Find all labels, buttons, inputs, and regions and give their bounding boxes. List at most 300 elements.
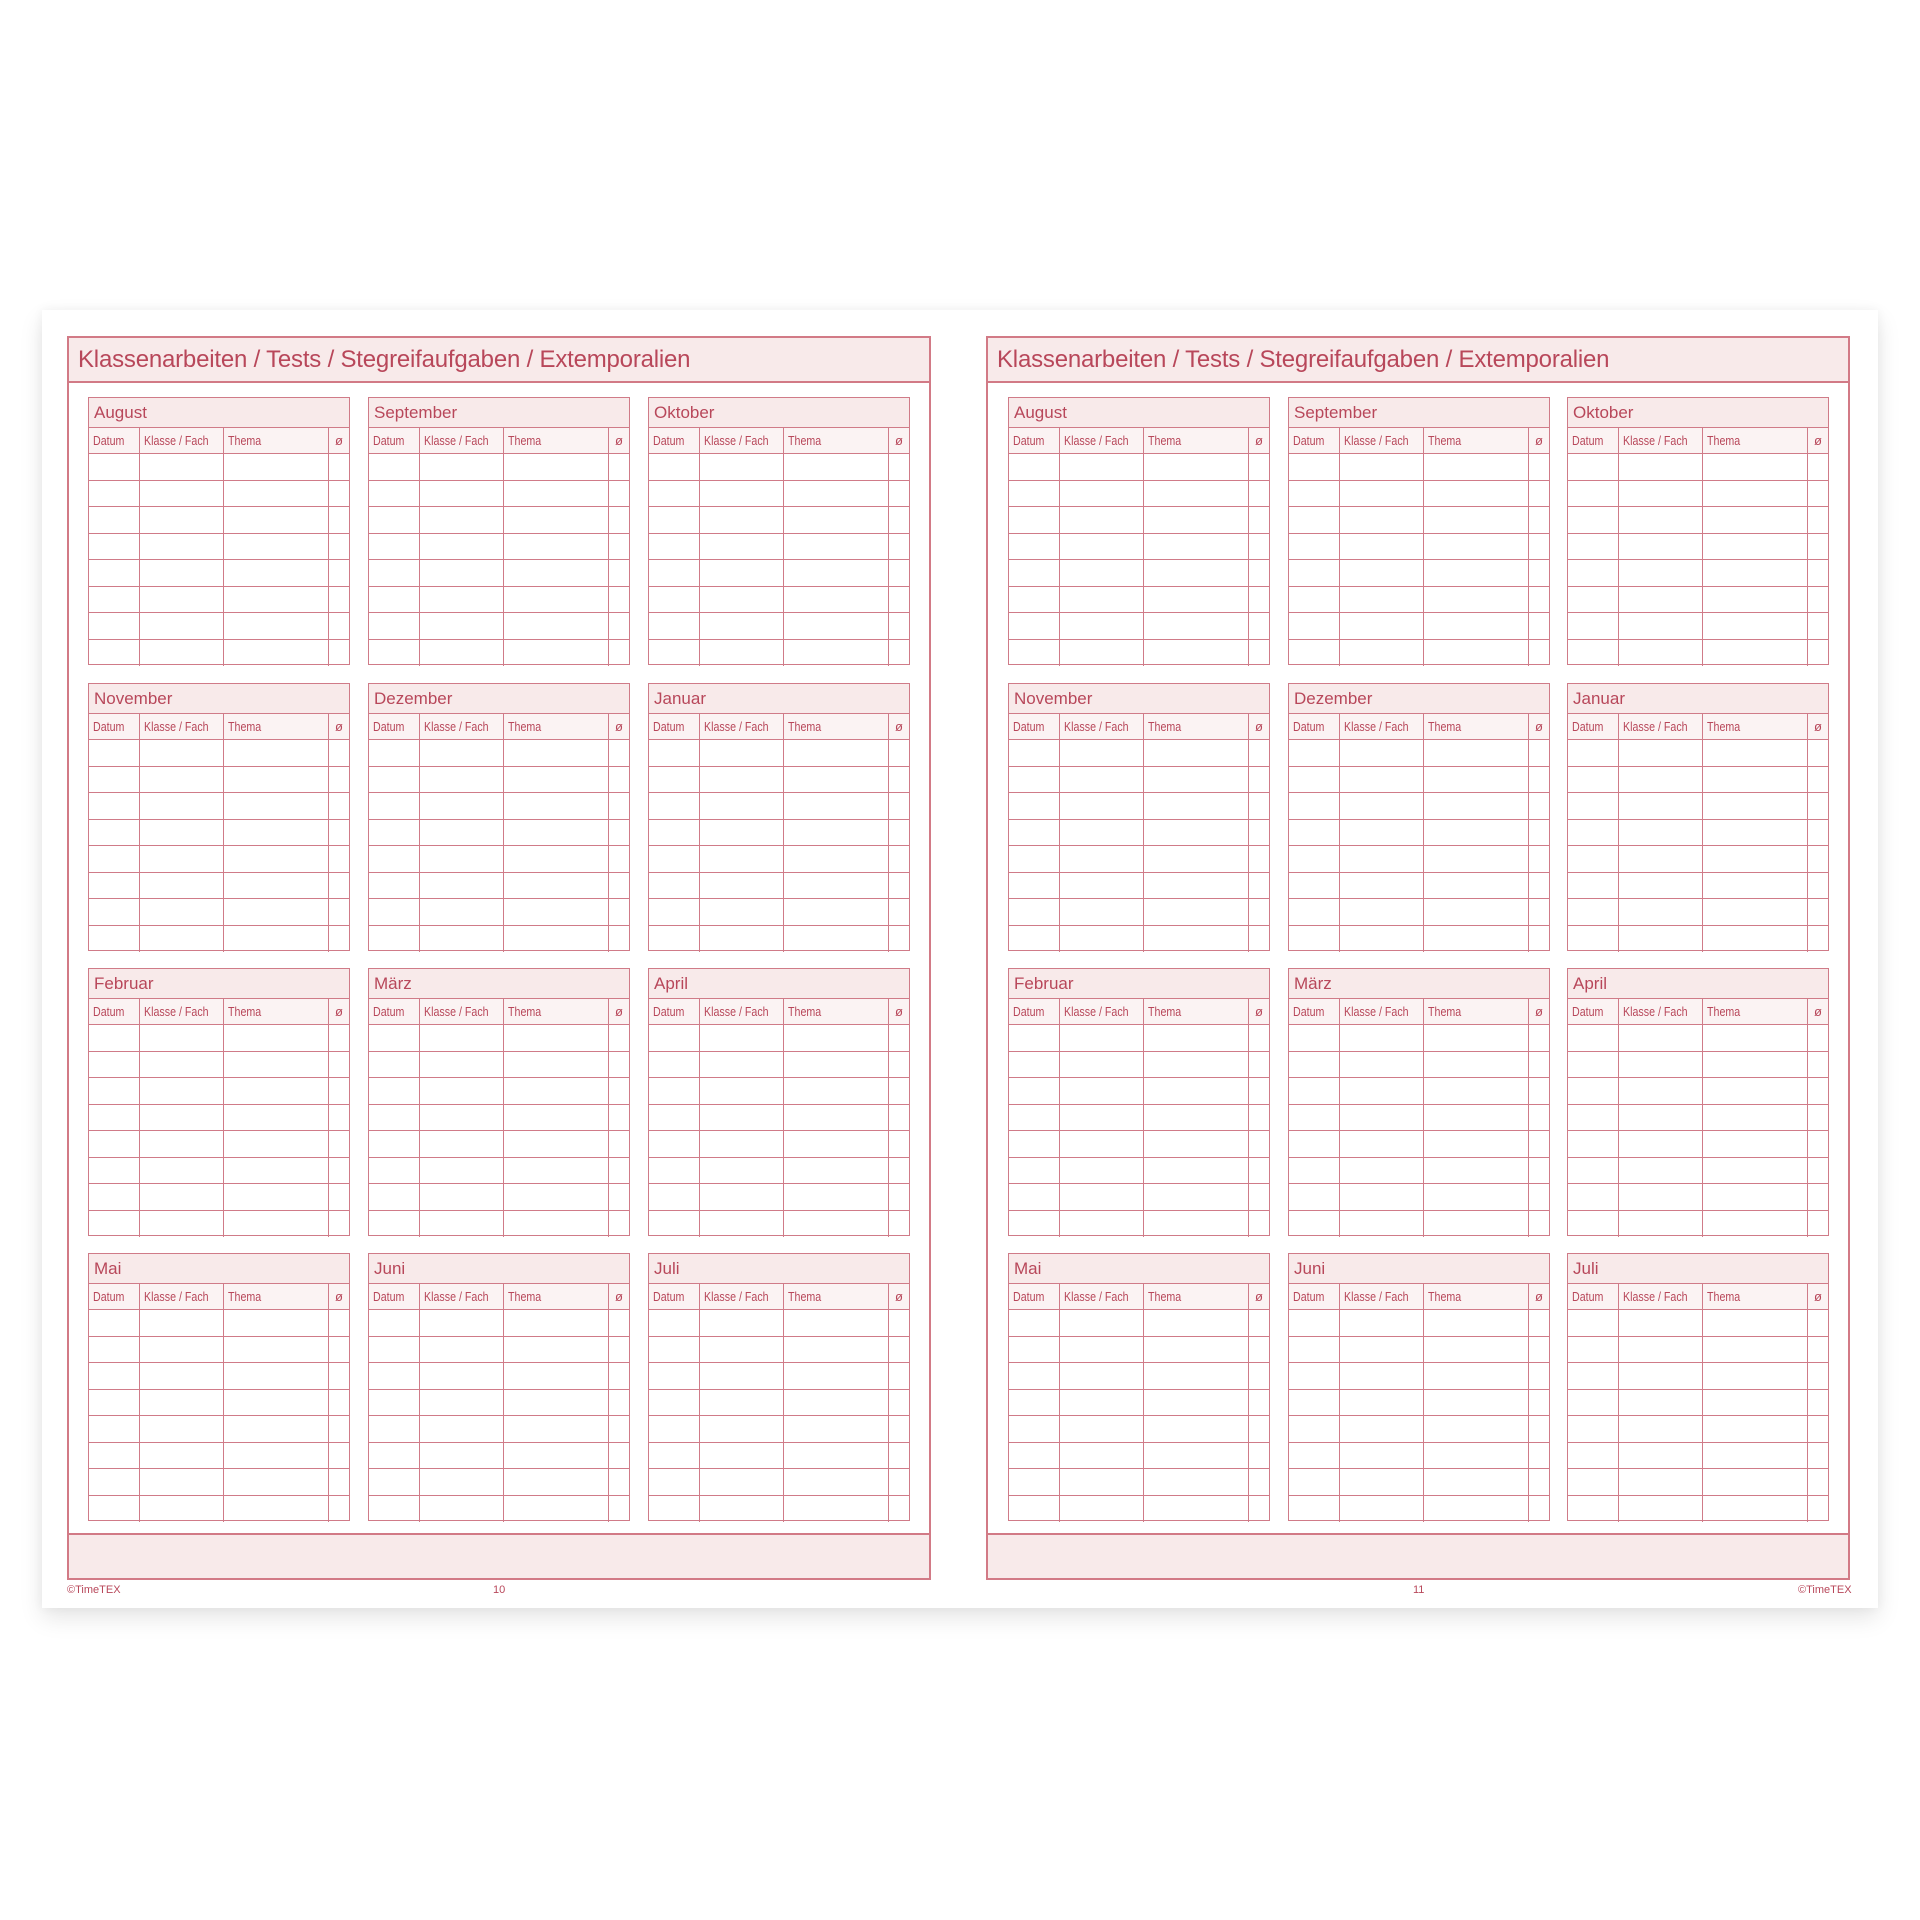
entry-cell[interactable]: [224, 740, 329, 767]
entry-cell[interactable]: [224, 899, 329, 926]
entry-cell[interactable]: [1619, 740, 1703, 767]
entry-cell[interactable]: [1289, 613, 1340, 640]
entry-cell[interactable]: [700, 1158, 784, 1185]
entry-cell[interactable]: [1529, 1158, 1549, 1185]
entry-cell[interactable]: [649, 1025, 700, 1052]
entry-cell[interactable]: [1340, 1416, 1424, 1443]
entry-cell[interactable]: [1060, 926, 1144, 953]
entry-cell[interactable]: [1619, 560, 1703, 587]
entry-cell[interactable]: [224, 820, 329, 847]
entry-cell[interactable]: [784, 1131, 889, 1158]
entry-cell[interactable]: [89, 1052, 140, 1079]
entry-cell[interactable]: [1703, 1363, 1808, 1390]
entry-cell[interactable]: [649, 767, 700, 794]
entry-cell[interactable]: [649, 1078, 700, 1105]
entry-cell[interactable]: [1249, 846, 1269, 873]
entry-cell[interactable]: [1424, 1310, 1529, 1337]
entry-cell[interactable]: [889, 640, 909, 667]
entry-cell[interactable]: [1289, 820, 1340, 847]
entry-cell[interactable]: [504, 1469, 609, 1496]
entry-cell[interactable]: [609, 1310, 629, 1337]
entry-cell[interactable]: [609, 1211, 629, 1238]
entry-cell[interactable]: [504, 1052, 609, 1079]
entry-cell[interactable]: [1060, 1496, 1144, 1523]
entry-cell[interactable]: [1619, 1211, 1703, 1238]
entry-cell[interactable]: [784, 1416, 889, 1443]
entry-cell[interactable]: [420, 767, 504, 794]
entry-cell[interactable]: [889, 454, 909, 481]
entry-cell[interactable]: [609, 767, 629, 794]
entry-cell[interactable]: [1060, 1310, 1144, 1337]
entry-cell[interactable]: [140, 1184, 224, 1211]
entry-cell[interactable]: [1249, 1310, 1269, 1337]
entry-cell[interactable]: [1060, 1337, 1144, 1364]
entry-cell[interactable]: [1249, 793, 1269, 820]
entry-cell[interactable]: [1808, 767, 1828, 794]
entry-cell[interactable]: [1568, 1184, 1619, 1211]
entry-cell[interactable]: [1144, 820, 1249, 847]
entry-cell[interactable]: [140, 1337, 224, 1364]
entry-cell[interactable]: [1529, 1211, 1549, 1238]
entry-cell[interactable]: [1424, 587, 1529, 614]
entry-cell[interactable]: [609, 560, 629, 587]
entry-cell[interactable]: [1249, 1390, 1269, 1417]
entry-cell[interactable]: [1424, 846, 1529, 873]
entry-cell[interactable]: [1340, 560, 1424, 587]
entry-cell[interactable]: [700, 534, 784, 561]
entry-cell[interactable]: [609, 926, 629, 953]
entry-cell[interactable]: [369, 507, 420, 534]
entry-cell[interactable]: [1009, 1496, 1060, 1523]
entry-cell[interactable]: [420, 1363, 504, 1390]
entry-cell[interactable]: [1340, 1310, 1424, 1337]
entry-cell[interactable]: [649, 560, 700, 587]
entry-cell[interactable]: [784, 1469, 889, 1496]
entry-cell[interactable]: [1144, 1052, 1249, 1079]
entry-cell[interactable]: [1060, 1390, 1144, 1417]
entry-cell[interactable]: [1009, 560, 1060, 587]
entry-cell[interactable]: [1340, 1158, 1424, 1185]
entry-cell[interactable]: [1424, 873, 1529, 900]
entry-cell[interactable]: [224, 767, 329, 794]
entry-cell[interactable]: [1289, 1158, 1340, 1185]
entry-cell[interactable]: [1568, 560, 1619, 587]
entry-cell[interactable]: [1340, 587, 1424, 614]
entry-cell[interactable]: [1144, 1496, 1249, 1523]
entry-cell[interactable]: [1144, 1363, 1249, 1390]
entry-cell[interactable]: [1808, 1496, 1828, 1523]
entry-cell[interactable]: [1703, 820, 1808, 847]
entry-cell[interactable]: [329, 1443, 349, 1470]
entry-cell[interactable]: [224, 1025, 329, 1052]
entry-cell[interactable]: [1249, 767, 1269, 794]
entry-cell[interactable]: [1808, 534, 1828, 561]
entry-cell[interactable]: [1060, 560, 1144, 587]
entry-cell[interactable]: [329, 1158, 349, 1185]
entry-cell[interactable]: [1249, 926, 1269, 953]
entry-cell[interactable]: [889, 740, 909, 767]
entry-cell[interactable]: [700, 1131, 784, 1158]
entry-cell[interactable]: [700, 740, 784, 767]
entry-cell[interactable]: [1808, 454, 1828, 481]
entry-cell[interactable]: [1703, 454, 1808, 481]
entry-cell[interactable]: [1568, 1025, 1619, 1052]
entry-cell[interactable]: [1529, 613, 1549, 640]
entry-cell[interactable]: [784, 1443, 889, 1470]
entry-cell[interactable]: [1808, 1158, 1828, 1185]
entry-cell[interactable]: [420, 534, 504, 561]
entry-cell[interactable]: [224, 1337, 329, 1364]
entry-cell[interactable]: [1249, 481, 1269, 508]
entry-cell[interactable]: [889, 1158, 909, 1185]
entry-cell[interactable]: [609, 899, 629, 926]
entry-cell[interactable]: [1703, 899, 1808, 926]
entry-cell[interactable]: [504, 1496, 609, 1523]
entry-cell[interactable]: [1703, 613, 1808, 640]
entry-cell[interactable]: [1144, 560, 1249, 587]
entry-cell[interactable]: [369, 1052, 420, 1079]
entry-cell[interactable]: [369, 1105, 420, 1132]
entry-cell[interactable]: [89, 1363, 140, 1390]
entry-cell[interactable]: [1249, 1496, 1269, 1523]
entry-cell[interactable]: [1340, 873, 1424, 900]
entry-cell[interactable]: [1009, 1337, 1060, 1364]
entry-cell[interactable]: [1619, 1337, 1703, 1364]
entry-cell[interactable]: [1424, 899, 1529, 926]
entry-cell[interactable]: [1529, 507, 1549, 534]
entry-cell[interactable]: [1009, 1105, 1060, 1132]
entry-cell[interactable]: [889, 873, 909, 900]
entry-cell[interactable]: [420, 560, 504, 587]
entry-cell[interactable]: [504, 1363, 609, 1390]
entry-cell[interactable]: [1144, 899, 1249, 926]
entry-cell[interactable]: [420, 1310, 504, 1337]
entry-cell[interactable]: [140, 846, 224, 873]
entry-cell[interactable]: [224, 481, 329, 508]
entry-cell[interactable]: [649, 1310, 700, 1337]
entry-cell[interactable]: [649, 1363, 700, 1390]
entry-cell[interactable]: [1340, 1496, 1424, 1523]
entry-cell[interactable]: [649, 873, 700, 900]
entry-cell[interactable]: [1619, 1443, 1703, 1470]
entry-cell[interactable]: [329, 1496, 349, 1523]
entry-cell[interactable]: [1568, 640, 1619, 667]
entry-cell[interactable]: [1619, 1131, 1703, 1158]
entry-cell[interactable]: [609, 1131, 629, 1158]
entry-cell[interactable]: [1568, 1469, 1619, 1496]
entry-cell[interactable]: [140, 1390, 224, 1417]
entry-cell[interactable]: [609, 587, 629, 614]
entry-cell[interactable]: [649, 481, 700, 508]
entry-cell[interactable]: [784, 820, 889, 847]
entry-cell[interactable]: [1144, 1416, 1249, 1443]
entry-cell[interactable]: [1703, 587, 1808, 614]
entry-cell[interactable]: [1808, 1078, 1828, 1105]
entry-cell[interactable]: [140, 1443, 224, 1470]
entry-cell[interactable]: [1009, 1052, 1060, 1079]
entry-cell[interactable]: [1340, 767, 1424, 794]
entry-cell[interactable]: [1144, 1158, 1249, 1185]
entry-cell[interactable]: [1619, 1184, 1703, 1211]
entry-cell[interactable]: [1060, 820, 1144, 847]
entry-cell[interactable]: [1060, 1025, 1144, 1052]
entry-cell[interactable]: [224, 534, 329, 561]
entry-cell[interactable]: [1808, 846, 1828, 873]
entry-cell[interactable]: [1144, 507, 1249, 534]
entry-cell[interactable]: [89, 793, 140, 820]
entry-cell[interactable]: [1289, 1390, 1340, 1417]
entry-cell[interactable]: [1009, 1469, 1060, 1496]
entry-cell[interactable]: [649, 793, 700, 820]
entry-cell[interactable]: [1568, 873, 1619, 900]
entry-cell[interactable]: [1808, 613, 1828, 640]
entry-cell[interactable]: [1703, 1025, 1808, 1052]
entry-cell[interactable]: [1009, 1025, 1060, 1052]
entry-cell[interactable]: [504, 1390, 609, 1417]
entry-cell[interactable]: [1060, 1158, 1144, 1185]
entry-cell[interactable]: [329, 740, 349, 767]
entry-cell[interactable]: [1009, 1211, 1060, 1238]
entry-cell[interactable]: [1144, 1131, 1249, 1158]
entry-cell[interactable]: [89, 926, 140, 953]
entry-cell[interactable]: [1009, 1443, 1060, 1470]
entry-cell[interactable]: [140, 767, 224, 794]
entry-cell[interactable]: [1289, 1211, 1340, 1238]
entry-cell[interactable]: [140, 1078, 224, 1105]
entry-cell[interactable]: [369, 767, 420, 794]
entry-cell[interactable]: [224, 1184, 329, 1211]
entry-cell[interactable]: [1144, 1211, 1249, 1238]
entry-cell[interactable]: [1144, 793, 1249, 820]
entry-cell[interactable]: [700, 1416, 784, 1443]
entry-cell[interactable]: [420, 587, 504, 614]
entry-cell[interactable]: [889, 1078, 909, 1105]
entry-cell[interactable]: [1529, 1496, 1549, 1523]
entry-cell[interactable]: [1289, 1496, 1340, 1523]
entry-cell[interactable]: [1619, 873, 1703, 900]
entry-cell[interactable]: [1619, 1078, 1703, 1105]
entry-cell[interactable]: [329, 926, 349, 953]
entry-cell[interactable]: [1340, 926, 1424, 953]
entry-cell[interactable]: [1340, 1025, 1424, 1052]
notes-band[interactable]: [69, 1533, 929, 1578]
entry-cell[interactable]: [1529, 560, 1549, 587]
entry-cell[interactable]: [1009, 740, 1060, 767]
entry-cell[interactable]: [889, 1131, 909, 1158]
entry-cell[interactable]: [1289, 1416, 1340, 1443]
entry-cell[interactable]: [1060, 1363, 1144, 1390]
entry-cell[interactable]: [1424, 1025, 1529, 1052]
entry-cell[interactable]: [140, 640, 224, 667]
entry-cell[interactable]: [1703, 1184, 1808, 1211]
entry-cell[interactable]: [420, 1416, 504, 1443]
entry-cell[interactable]: [649, 740, 700, 767]
entry-cell[interactable]: [1424, 1052, 1529, 1079]
entry-cell[interactable]: [420, 820, 504, 847]
entry-cell[interactable]: [1009, 793, 1060, 820]
entry-cell[interactable]: [1808, 1469, 1828, 1496]
entry-cell[interactable]: [224, 454, 329, 481]
entry-cell[interactable]: [1808, 507, 1828, 534]
entry-cell[interactable]: [889, 1105, 909, 1132]
entry-cell[interactable]: [1424, 1496, 1529, 1523]
entry-cell[interactable]: [89, 740, 140, 767]
entry-cell[interactable]: [1249, 1025, 1269, 1052]
entry-cell[interactable]: [1060, 613, 1144, 640]
entry-cell[interactable]: [1340, 1131, 1424, 1158]
entry-cell[interactable]: [140, 613, 224, 640]
entry-cell[interactable]: [1289, 454, 1340, 481]
entry-cell[interactable]: [1808, 926, 1828, 953]
entry-cell[interactable]: [1249, 1131, 1269, 1158]
entry-cell[interactable]: [369, 1310, 420, 1337]
entry-cell[interactable]: [89, 481, 140, 508]
entry-cell[interactable]: [1340, 740, 1424, 767]
entry-cell[interactable]: [609, 1184, 629, 1211]
entry-cell[interactable]: [1060, 767, 1144, 794]
entry-cell[interactable]: [329, 640, 349, 667]
entry-cell[interactable]: [329, 1052, 349, 1079]
entry-cell[interactable]: [700, 481, 784, 508]
entry-cell[interactable]: [1703, 793, 1808, 820]
entry-cell[interactable]: [89, 846, 140, 873]
entry-cell[interactable]: [649, 846, 700, 873]
entry-cell[interactable]: [224, 1496, 329, 1523]
entry-cell[interactable]: [609, 1469, 629, 1496]
entry-cell[interactable]: [1009, 1390, 1060, 1417]
entry-cell[interactable]: [140, 560, 224, 587]
entry-cell[interactable]: [609, 1416, 629, 1443]
entry-cell[interactable]: [140, 534, 224, 561]
entry-cell[interactable]: [889, 1496, 909, 1523]
entry-cell[interactable]: [420, 899, 504, 926]
entry-cell[interactable]: [1009, 1416, 1060, 1443]
entry-cell[interactable]: [420, 1469, 504, 1496]
entry-cell[interactable]: [609, 873, 629, 900]
entry-cell[interactable]: [1703, 1211, 1808, 1238]
entry-cell[interactable]: [1289, 1184, 1340, 1211]
entry-cell[interactable]: [1529, 820, 1549, 847]
entry-cell[interactable]: [700, 1496, 784, 1523]
entry-cell[interactable]: [329, 1105, 349, 1132]
entry-cell[interactable]: [1619, 507, 1703, 534]
entry-cell[interactable]: [1808, 1337, 1828, 1364]
entry-cell[interactable]: [369, 1158, 420, 1185]
entry-cell[interactable]: [609, 846, 629, 873]
entry-cell[interactable]: [700, 1363, 784, 1390]
entry-cell[interactable]: [329, 1211, 349, 1238]
entry-cell[interactable]: [420, 740, 504, 767]
entry-cell[interactable]: [1144, 587, 1249, 614]
entry-cell[interactable]: [1424, 1184, 1529, 1211]
entry-cell[interactable]: [369, 820, 420, 847]
entry-cell[interactable]: [369, 640, 420, 667]
entry-cell[interactable]: [649, 820, 700, 847]
entry-cell[interactable]: [649, 1105, 700, 1132]
entry-cell[interactable]: [609, 740, 629, 767]
entry-cell[interactable]: [1249, 1469, 1269, 1496]
entry-cell[interactable]: [1703, 1496, 1808, 1523]
entry-cell[interactable]: [1009, 454, 1060, 481]
entry-cell[interactable]: [609, 640, 629, 667]
entry-cell[interactable]: [329, 873, 349, 900]
entry-cell[interactable]: [649, 1211, 700, 1238]
entry-cell[interactable]: [1009, 899, 1060, 926]
entry-cell[interactable]: [224, 1443, 329, 1470]
entry-cell[interactable]: [504, 1025, 609, 1052]
entry-cell[interactable]: [329, 481, 349, 508]
entry-cell[interactable]: [1619, 899, 1703, 926]
entry-cell[interactable]: [420, 1496, 504, 1523]
entry-cell[interactable]: [89, 1025, 140, 1052]
entry-cell[interactable]: [1060, 587, 1144, 614]
entry-cell[interactable]: [1808, 1416, 1828, 1443]
entry-cell[interactable]: [1009, 820, 1060, 847]
entry-cell[interactable]: [224, 1078, 329, 1105]
entry-cell[interactable]: [1568, 820, 1619, 847]
entry-cell[interactable]: [1060, 793, 1144, 820]
entry-cell[interactable]: [504, 454, 609, 481]
entry-cell[interactable]: [1249, 1052, 1269, 1079]
entry-cell[interactable]: [649, 1416, 700, 1443]
notes-band[interactable]: [988, 1533, 1848, 1578]
entry-cell[interactable]: [420, 1211, 504, 1238]
entry-cell[interactable]: [89, 640, 140, 667]
entry-cell[interactable]: [649, 613, 700, 640]
entry-cell[interactable]: [1568, 793, 1619, 820]
entry-cell[interactable]: [700, 1469, 784, 1496]
entry-cell[interactable]: [1619, 1496, 1703, 1523]
entry-cell[interactable]: [369, 740, 420, 767]
entry-cell[interactable]: [784, 1390, 889, 1417]
entry-cell[interactable]: [504, 481, 609, 508]
entry-cell[interactable]: [889, 587, 909, 614]
entry-cell[interactable]: [329, 820, 349, 847]
entry-cell[interactable]: [1144, 1443, 1249, 1470]
entry-cell[interactable]: [1619, 481, 1703, 508]
entry-cell[interactable]: [649, 1184, 700, 1211]
entry-cell[interactable]: [1340, 820, 1424, 847]
entry-cell[interactable]: [224, 1310, 329, 1337]
entry-cell[interactable]: [1009, 587, 1060, 614]
entry-cell[interactable]: [89, 1184, 140, 1211]
entry-cell[interactable]: [1568, 1211, 1619, 1238]
entry-cell[interactable]: [784, 640, 889, 667]
entry-cell[interactable]: [1144, 1310, 1249, 1337]
entry-cell[interactable]: [140, 873, 224, 900]
entry-cell[interactable]: [329, 1078, 349, 1105]
entry-cell[interactable]: [1340, 454, 1424, 481]
entry-cell[interactable]: [1249, 1211, 1269, 1238]
entry-cell[interactable]: [1340, 1105, 1424, 1132]
entry-cell[interactable]: [1060, 1105, 1144, 1132]
entry-cell[interactable]: [224, 560, 329, 587]
entry-cell[interactable]: [1808, 1390, 1828, 1417]
entry-cell[interactable]: [1529, 926, 1549, 953]
entry-cell[interactable]: [140, 1131, 224, 1158]
entry-cell[interactable]: [89, 613, 140, 640]
entry-cell[interactable]: [1249, 1078, 1269, 1105]
entry-cell[interactable]: [1568, 1105, 1619, 1132]
entry-cell[interactable]: [700, 1211, 784, 1238]
entry-cell[interactable]: [89, 1131, 140, 1158]
entry-cell[interactable]: [1703, 767, 1808, 794]
entry-cell[interactable]: [1424, 481, 1529, 508]
entry-cell[interactable]: [140, 1211, 224, 1238]
entry-cell[interactable]: [1249, 613, 1269, 640]
entry-cell[interactable]: [329, 793, 349, 820]
entry-cell[interactable]: [369, 1443, 420, 1470]
